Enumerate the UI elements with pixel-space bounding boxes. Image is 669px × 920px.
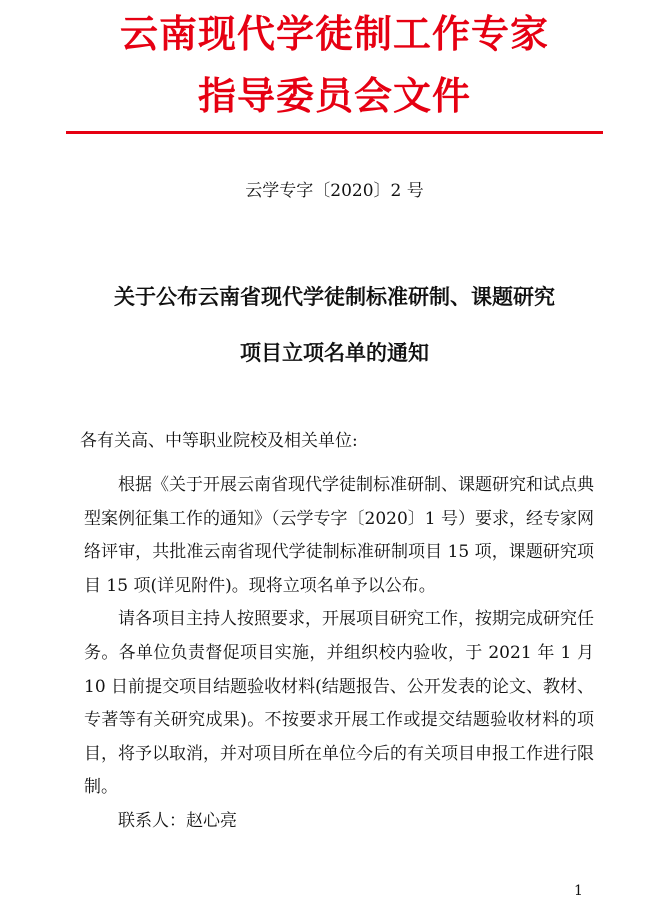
body-paragraph-2: 请各项目主持人按照要求，开展项目研究工作，按期完成研究任务。各单位负责督促项目实施，并组织校内验收，于 2021 年 1 月 10 日前提交项目结题验收材料(结题报告、公开发表的论文、教材、专著等有关研究成果)。不按要求开展工作或提交结题验收材料的项目，将予以取消，并对项目所在单位今后的有关项目申报工作进行限制。	[84, 609, 594, 798]
addressee: 各有关高、中等职业院校及相关单位:	[80, 431, 358, 451]
contact-person: 联系人：赵心亮	[118, 810, 237, 831]
notice-title-line-1: 关于公布云南省现代学徒制标准研制、课题研究	[114, 284, 555, 309]
notice-body	[84, 469, 594, 839]
document-number: 云学专字〔2020〕2 号	[245, 181, 424, 201]
red-divider-line	[66, 131, 603, 134]
notice-title-line-2: 项目立项名单的通知	[240, 340, 429, 365]
header-title-line-2: 指导委员会文件	[197, 73, 471, 118]
page-number: 1	[574, 883, 583, 899]
body-paragraph-1: 根据《关于开展云南省现代学徒制标准研制、课题研究和试点典型案例征集工作的通知》（云学专字〔2020〕1 号）要求，经专家网络评审，共批准云南省现代学徒制标准研制项目 15 项，课题研究项目 15 项(详见附件)。现将立项名单予以公布。	[84, 475, 594, 596]
header-title-line-1: 云南现代学徒制工作专家	[119, 11, 549, 56]
